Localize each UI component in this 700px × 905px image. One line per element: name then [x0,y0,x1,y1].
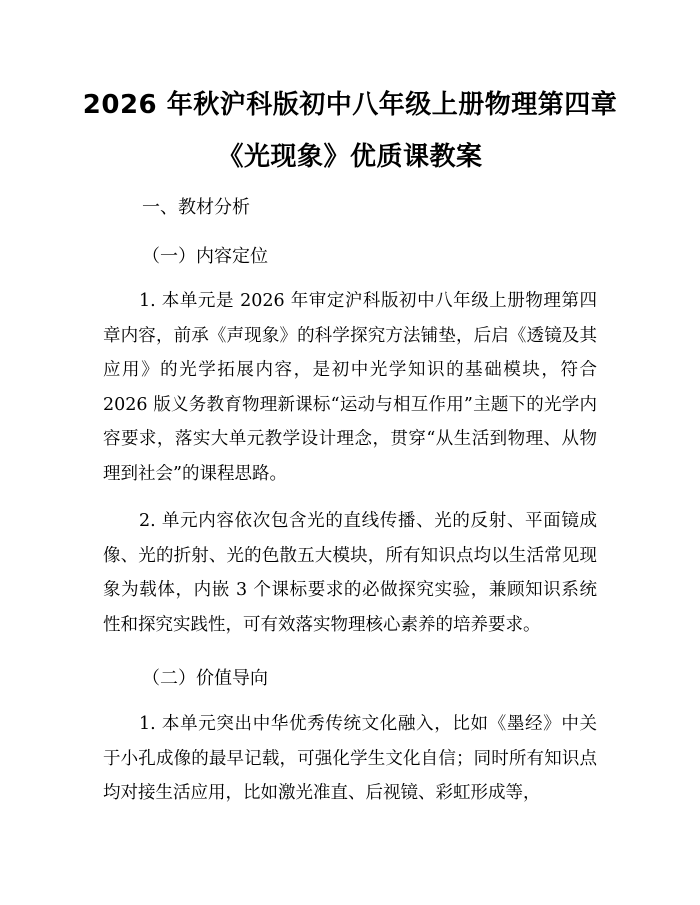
paragraph-content-positioning-1: 1. 本单元是 2026 年审定沪科版初中八年级上册物理第四章内容，前承《声现象》的科学探究方法铺垫，后启《透镜及其应用》的光学拓展内容，是初中光学知识的基础模块，符合 2026 版义务教育物理新课标“运动与相互作用”主题下的光学内容要求，落实大单元教学设计理念，贯穿“从生活到物理、从物理到社会”的课程思路。 [103,291,597,484]
document-title-line-1: 2026 年秋沪科版初中八年级上册物理第四章 [82,90,618,120]
subsection-heading-value-orientation: （二）价值导向 [142,668,268,689]
document-title-line-2: 《光现象》优质课教案 [217,142,483,172]
paragraph-content-positioning-2: 2. 单元内容依次包含光的直线传播、光的反射、平面镜成像、光的折射、光的色散五大模块，所有知识点均以生活常见现象为载体，内嵌 3 个课标要求的必做探究实验，兼顾知识系统性和探究实践性，可有效落实物理核心素养的培养要求。 [103,511,597,635]
section-heading-teaching-material-analysis: 一、教材分析 [142,197,250,218]
paragraph-value-orientation-1: 1. 本单元突出中华优秀传统文化融入，比如《墨经》中关于小孔成像的最早记载，可强化学生文化自信；同时所有知识点均对接生活应用，比如激光准直、后视镜、彩虹形成等， [103,714,597,803]
subsection-heading-content-positioning: （一）内容定位 [142,246,268,267]
